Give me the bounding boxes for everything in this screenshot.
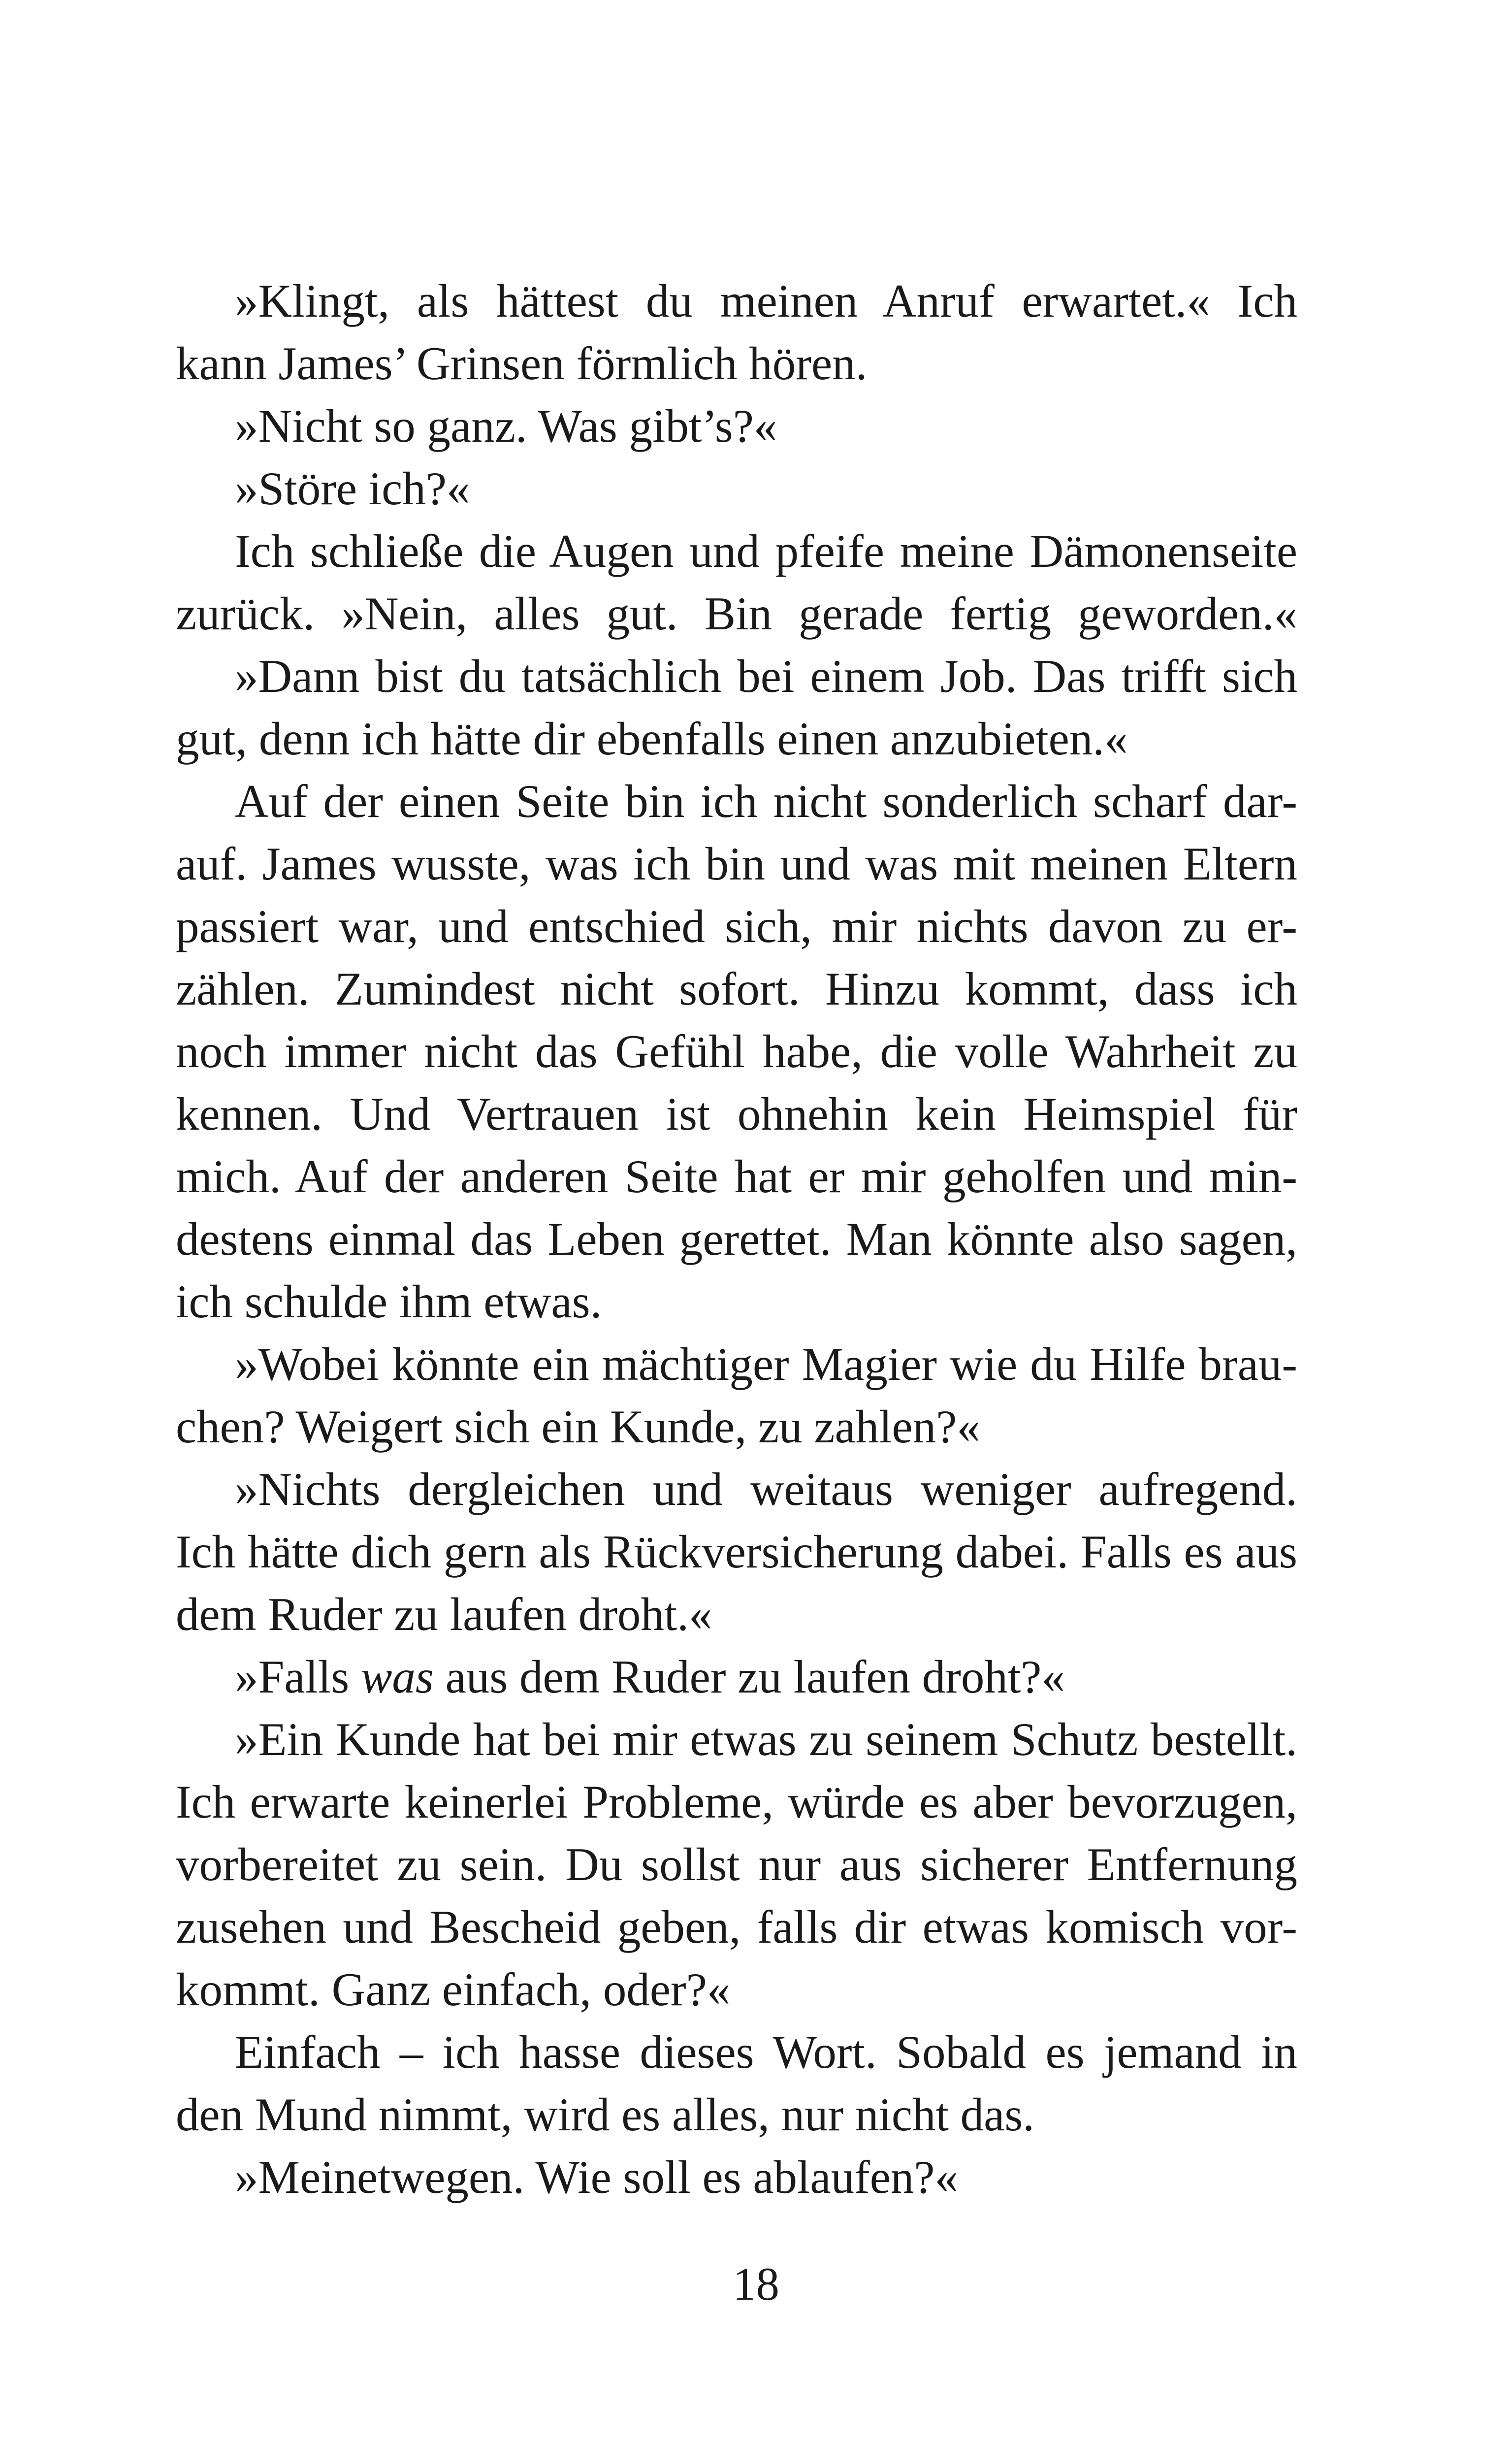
text-line: den Mund nimmt, wird es alles, nur nicht das. xyxy=(176,2088,1035,2141)
text-line: »Meinetwegen. Wie soll es ablaufen?« xyxy=(235,2151,959,2203)
italic-line-after: aus dem Ruder zu laufen droht?« xyxy=(433,1651,1065,1703)
italic-line-before: »Falls xyxy=(235,1651,361,1703)
text-line: gut, denn ich hätte dir ebenfalls einen anzubieten.« xyxy=(176,713,1128,765)
text-line: auf. James wusste, was ich bin und was mit meinen Eltern xyxy=(176,838,1297,890)
text-line: dem Ruder zu laufen droht.« xyxy=(176,1588,712,1640)
text-line: noch immer nicht das Gefühl habe, die volle Wahrheit zu xyxy=(176,1025,1297,1077)
page-number: 18 xyxy=(733,2258,779,2310)
text-line: zusehen und Bescheid geben, falls dir etwas komisch vor- xyxy=(176,1901,1297,1953)
text-line: passiert war, und entschied sich, mir nichts davon zu er- xyxy=(176,900,1297,952)
text-line: Auf der einen Seite bin ich nicht sonderlich scharf dar- xyxy=(235,775,1297,827)
text-line: ich schulde ihm etwas. xyxy=(176,1275,602,1328)
text-line: destens einmal das Leben gerettet. Man könnte also sagen, xyxy=(176,1213,1297,1265)
text-line: kann James’ Grinsen förmlich hören. xyxy=(176,337,868,390)
text-line: »Nichts dergleichen und weitaus weniger aufregend. xyxy=(235,1463,1297,1515)
text-line: Ich schließe die Augen und pfeife meine Dämonenseite xyxy=(235,525,1297,577)
text-line: Ich erwarte keinerlei Probleme, würde es aber bevorzugen, xyxy=(176,1776,1297,1828)
text-line: vorbereitet zu sein. Du sollst nur aus sicherer Entfernung xyxy=(176,1838,1297,1890)
text-line: kennen. Und Vertrauen ist ohnehin kein Heimspiel für xyxy=(176,1088,1297,1140)
text-line: chen? Weigert sich ein Kunde, zu zahlen?« xyxy=(176,1401,980,1453)
text-line: kommt. Ganz einfach, oder?« xyxy=(176,1963,731,2016)
text-line: »Störe ich?« xyxy=(235,462,470,515)
italic-text-line xyxy=(176,1646,1297,1708)
text-line: Einfach – ich hasse dieses Wort. Sobald es jemand in xyxy=(235,2026,1297,2078)
text-line: zurück. »Nein, alles gut. Bin gerade fertig geworden.« xyxy=(176,587,1297,640)
text-line: »Dann bist du tatsächlich bei einem Job. Das trifft sich xyxy=(235,650,1297,702)
text-line: zählen. Zumindest nicht sofort. Hinzu kommt, dass ich xyxy=(176,963,1297,1015)
text-line: »Nicht so ganz. Was gibt’s?« xyxy=(235,400,777,452)
text-line: Ich hätte dich gern als Rückversicherung dabei. Falls es aus xyxy=(176,1526,1297,1578)
text-line: »Klingt, als hättest du meinen Anruf erwartet.« Ich xyxy=(235,275,1297,327)
text-line: »Ein Kunde hat bei mir etwas zu seinem Schutz bestellt. xyxy=(235,1713,1297,1765)
text-line: mich. Auf der anderen Seite hat er mir geholfen und min- xyxy=(176,1150,1297,1203)
body-text xyxy=(176,270,1297,2209)
italic-emphasis: was xyxy=(361,1651,434,1703)
text-line: »Wobei könnte ein mächtiger Magier wie du Hilfe brau- xyxy=(235,1338,1297,1390)
